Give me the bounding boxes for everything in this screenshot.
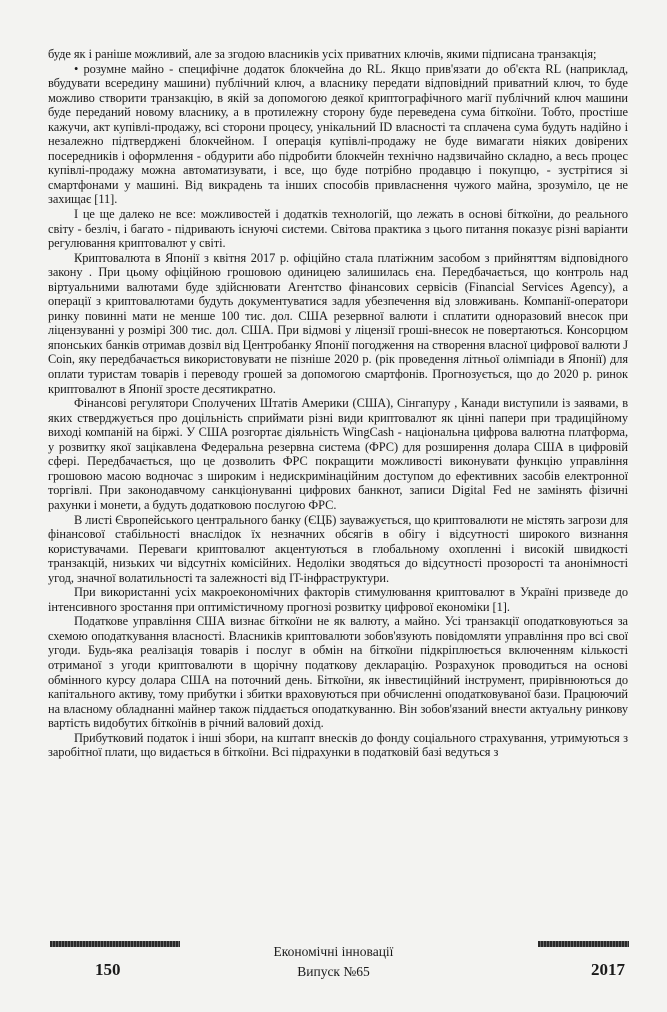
paragraph-6: В листі Європейського центрального банку (ЄЦБ) зауважується, що криптовалюти не містять загрози для фінансової стабільності внаслідок їх незначних обсягів в обігу і відсутності широкого визнання користувачами. Переваги криптовалют акцентуються в глобальному охопленні і високій швидкості транзакцій, низьких чи відсутніх комісійних. Недоліки зводяться до відсутності прозорості та анонімності угод, значної волатильності та залежності від IT-інфраструктури. [48,512,628,585]
paragraph-1: буде як і раніше можливий, але за згодою власників усіх приватних ключів, якими підписана транзакція; [48,47,597,61]
journal-title: Економічні інновації [273,944,394,959]
paragraph-8: Податкове управління США визнає біткоїни не як валюту, а майно. Усі транзакції оподатковуються за схемою оподаткування власності. Власників криптовалюти зобов'язують повідомляти управління про всі свої угоди. Будь-яка реалізація товарів і послуг в обмін на біткоїни підкріплюється включенням кількості отриманої з угоди криптовалюти в щорічну податкову декларацію. Розрахунок проводиться на основі обмінного курсу долара США на поточний день. Біткоїни, як інвестиційний інструмент, прирівнюються до капітального активу, тому прибутки і збитки враховуються при обчисленні оподатковуваної бази. Працюючий на власному обладнанні майнер також піддається оподаткуванню. Він зобов'язаний внести актуальну ринкову вартість видобутих біткоїнів в річний валовий дохід. [48,614,628,731]
paragraph-7: При використанні усіх макроекономічних факторів стимулювання криптовалют в Україні призведе до інтенсивного зростання при оптимістичному прогнозі розвитку цифрової економіки [1]. [48,585,628,614]
issue-number: Випуск №65 [297,964,370,979]
publication-year: 2017 [591,960,625,979]
paragraph-3: І це ще далеко не все: можливостей і додатків технологій, що лежать в основі біткоїни, до реального світу - безліч, і багато - підривають існуючі системи. Світова практика з цього питання показує різні варіанти регулювання криптовалют у світі. [48,207,628,251]
page-number: 150 [95,960,121,979]
body-text [48,47,628,760]
paragraph-4: Криптовалюта в Японії з квітня 2017 р. офіційно стала платіжним засобом з прийняттям відповідного закону . При цьому офіційною грошовою одиницею залишилась єна. Передбачається, що контроль над віртуальними валютами буде здійснювати Агентство фінансових сервісів (Financial Services Agency), а операції з криптовалютами будуть документуватися задля убезпечення від зловживань. Компанії-оператори ринку повинні мати не менше 100 тис. дол. США резервної валюти і сплатити одноразовий внесок при ліцензуванні у розмірі 300 тис. дол. США. При відмові у ліцензії гроші-внесок не повертаються. Консорцюм японських банків отримав дозвіл від Центробанку Японії погодження на створення власної цифрової валюти J Coin, яку передбачається використовувати не пізніше 2020 р. (рік проведення літньої олімпіади в Японії) для оплати туристам товарів і переводу грошей за допомогою смартфонів. Прогнозується, що до 2020 р. ринок криптовалют в Японії зросте десятикратно. [48,250,629,396]
paragraph-5: Фінансові регулятори Сполучених Штатів Америки (США), Сінгапуру , Канади виступили із заявами, в яких стверджується про доцільність сприймати різні види криптовалют як цінні папери при традиційному виході компаній на біржі. У США розгортає діяльність WingCash - національна цифрова валютна платформа, у розвитку якої зацікавлена Федеральна резервна система (ФРС) для розширення долара США в цифровій сфері. Передбачається, що це дозволить ФРС покращити можливості виконувати функцію управління грошовою масою водночас з широким і недискримінаційним доступом до ефективних засобів електронної торгівлі. При законодавчому санкціонуванні цифрових банкнот, записи Digital Fed не замінять фізичні рахунки і монети, а будуть додатковою послугою ФРС. [48,396,628,512]
paragraph-2-bullet: • розумне майно - специфічне додаток блокчейна до RL. Якщо прив'язати до об'єкта RL (наприклад, вбудувати всередину машини) публічний ключ, а власнику передати відповідний приватний ключ, то буде можливо створити транзакцію, в якій за допомогою деякої криптографічного магії публічний ключ машини буде переданий новому власнику, а в протилежну сторону буде переведена сума біткоїни. Тобто, простіше кажучи, акт купівлі-продажу, всі сторони процесу, унікальний ID власності та сплачена сума будуть надійно і незалежно підтверджені блокчейном. І операція купівлі-продажу не буде вимагати ніяких довірених посередників і оформлення - обдурити або підробити блокчейн технічно надзвичайно складно, а весь процес купівлі-продажу можна автоматизувати, і все, що буде потрібно продавцю і покупцю, - зустрітися зі смартфонами у машині. Від викрадень та інших способів привласнення чужого майна, зрозуміло, це не захищає [11]. [48,61,628,207]
paragraph-9: Прибутковий податок і інші збори, на кштапт внесків до фонду соціального страхування, утримуються з заробітної плати, що видається в біткоїни. Всі підрахунки в податковій базі ведуться з [48,730,628,760]
